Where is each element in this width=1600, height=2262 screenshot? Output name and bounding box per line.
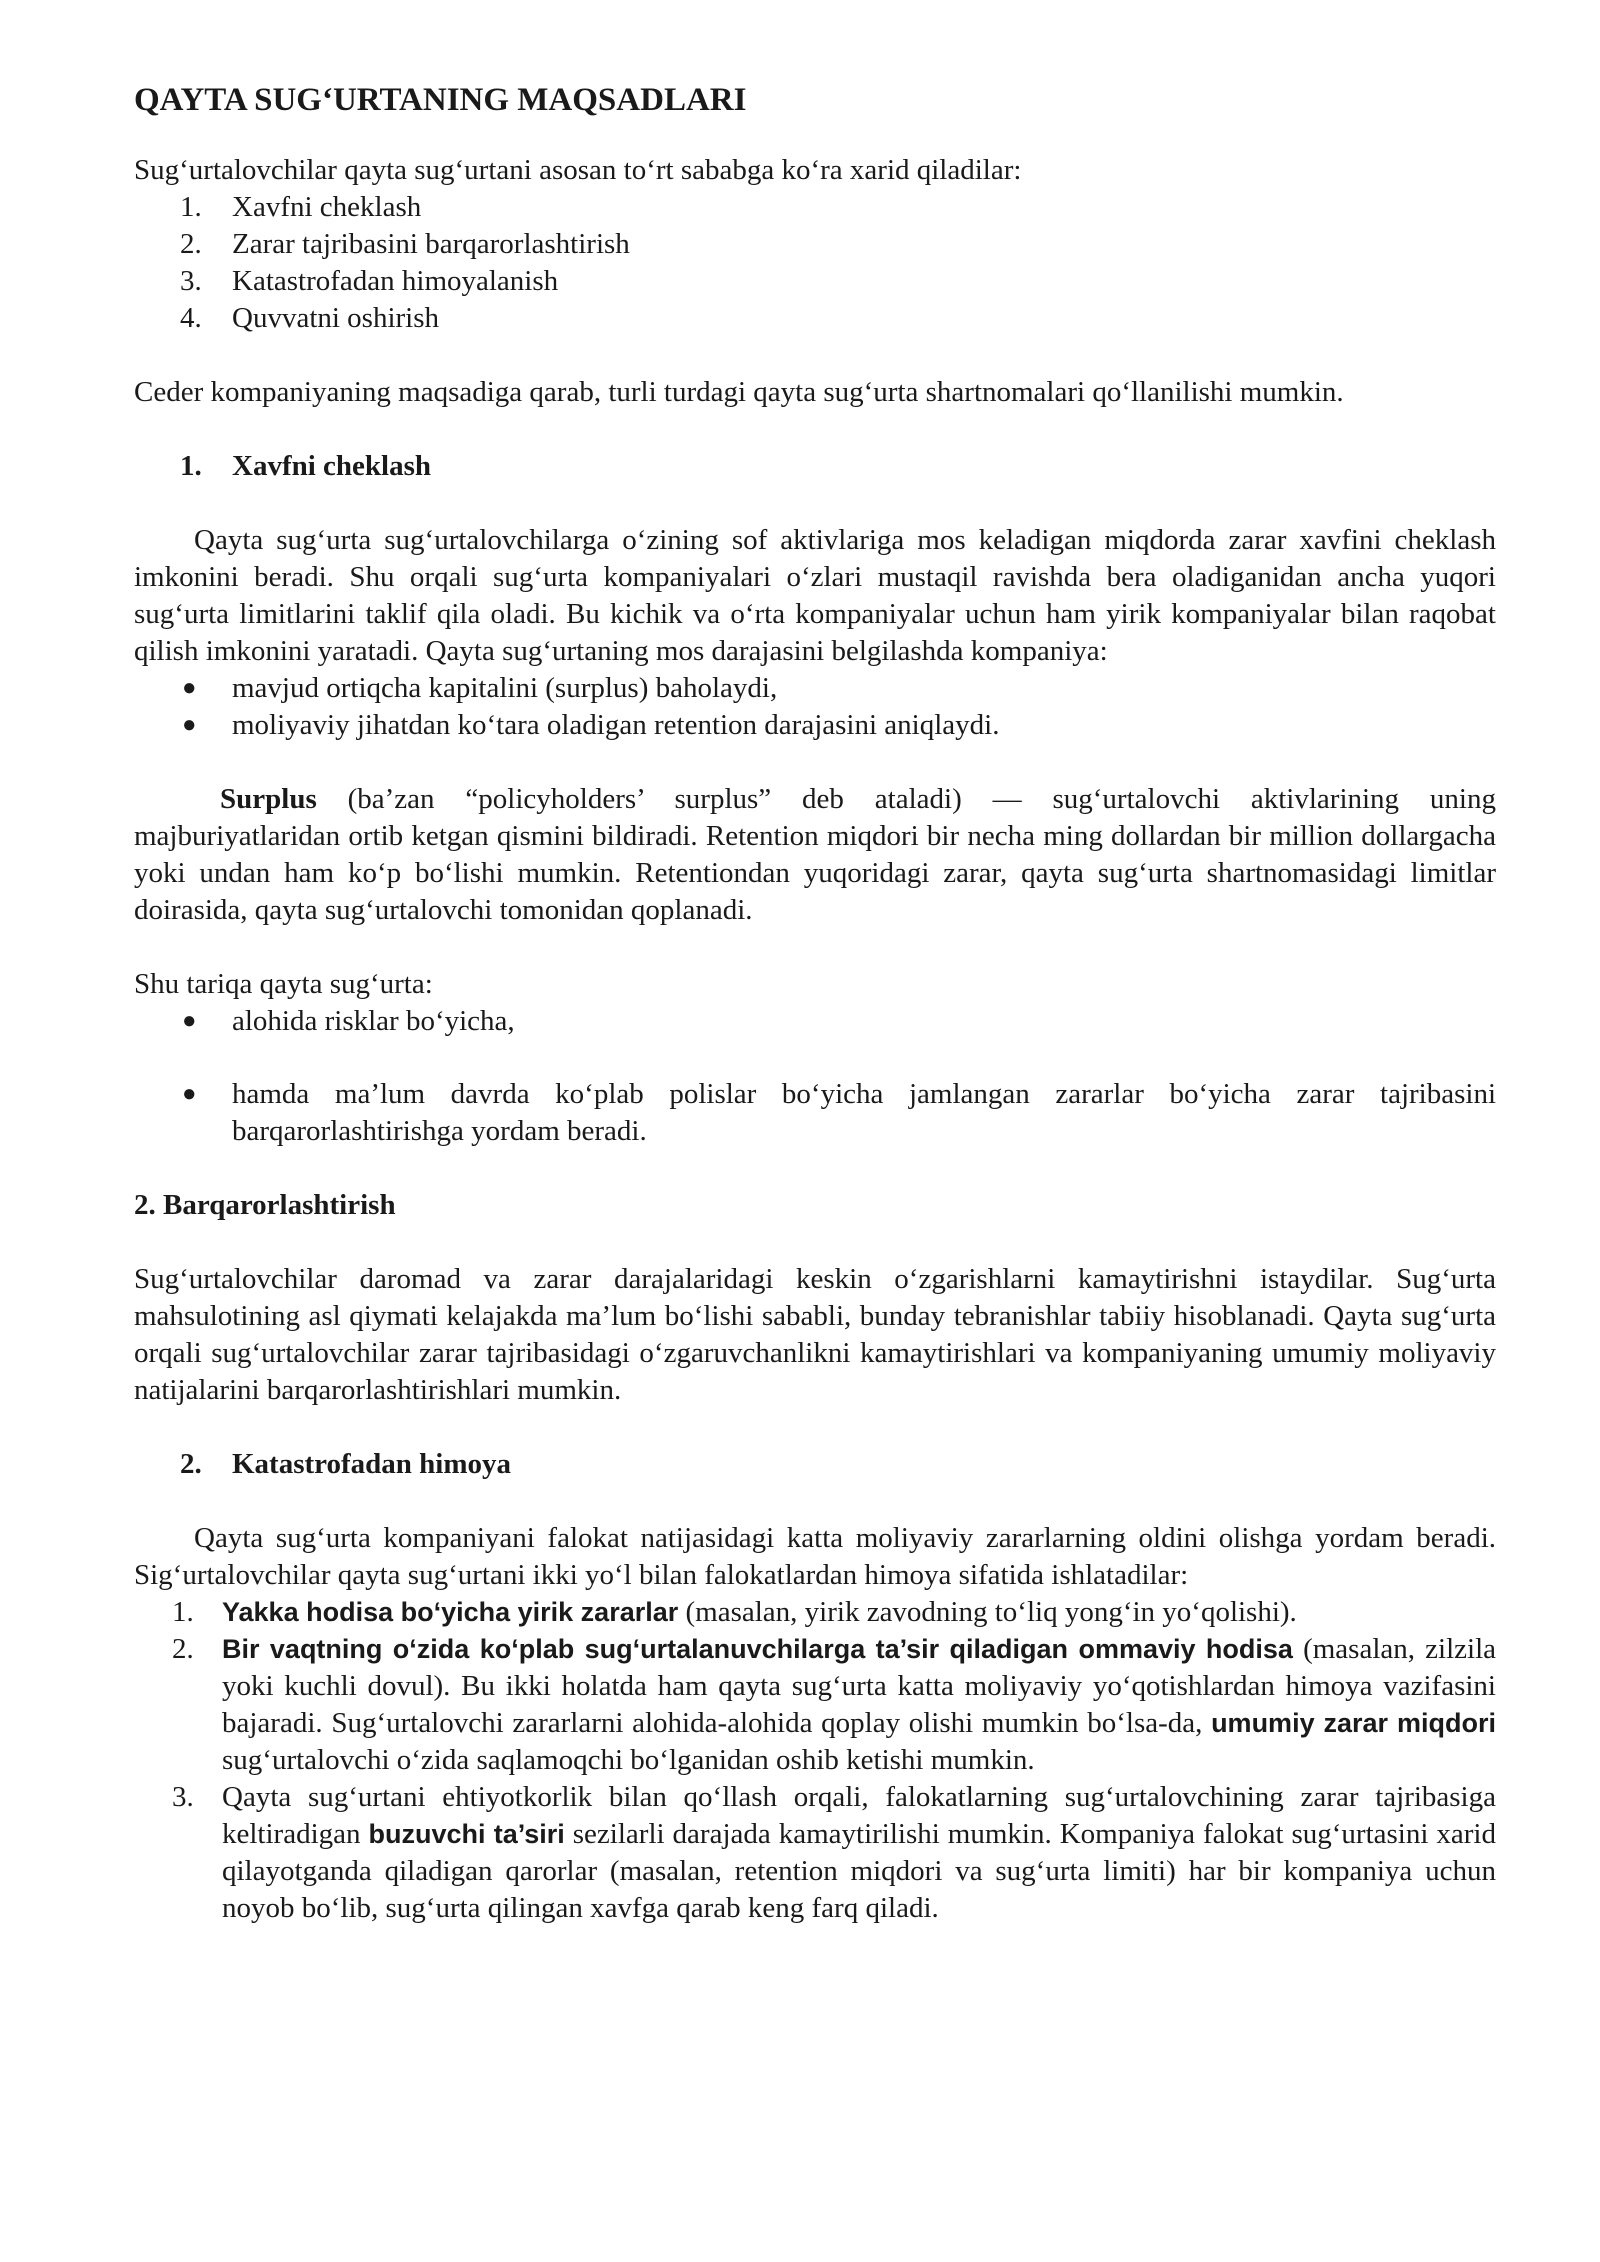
stabilization-paragraph: Sug‘urtalovchilar daromad va zarar darajalaridagi keskin o‘zgarishlarni kamaytirishni istaydilar. Sug‘urta mahsulotining asl qiymati kelajakda ma’lum bo‘lishi sababli, bunday tebranishlar tabiiy hisoblanadi. Qayta sug‘urta orqali sug‘urtalovchilar zarar tajribasidagi o‘zgaruvchanlikni kamaytirishlari va kompaniyaning umumiy moliyaviy natijalarini barqarorlashtirishlari mumkin. — [134, 1263, 1496, 1406]
list-item: 1. Xavfni cheklash — [180, 191, 422, 223]
reasons-list — [134, 189, 1496, 337]
bullet-icon: ● — [182, 1008, 197, 1034]
section-heading-risk-limit: 1. Xavfni cheklash — [180, 450, 432, 482]
page-title: QAYTA SUG‘URTANING MAQSADLARI — [134, 82, 747, 118]
thus-paragraph: Shu tariqa qayta sug‘urta: — [134, 968, 433, 1000]
bullet-icon: ● — [182, 675, 197, 701]
list-item: ● mavjud ortiqcha kapitalini (surplus) baholaydi, — [134, 670, 1496, 707]
surplus-paragraph: Surplus (ba’zan “policyholders’ surplus” deb ataladi) — sug‘urtalovchi aktivlarining uning majburiyatlaridan ortib ketgan qismini bildiradi. Retention miqdori bir necha ming dollardan bir million dollargacha yoki undan ham ko‘p bo‘lishi mumkin. Retentiondan yuqoridagi zarar, qayta sug‘urta shartnomasidagi limitlar doirasida, qayta sug‘urtalovchi tomonidan qoplanadi. — [134, 783, 1496, 926]
list-item: 3. Katastrofadan himoyalanish — [180, 265, 559, 297]
surplus-term: Surplus — [220, 783, 317, 815]
bullet-icon: ● — [182, 1081, 197, 1107]
list-item: 1. Yakka hodisa bo‘yicha yirik zararlar (masalan, yirik zavodning to‘liq yong‘in yo‘qolishi). — [172, 1596, 1297, 1628]
section-heading-catastrophe: 2. Katastrofadan himoya — [180, 1448, 512, 1480]
catastrophe-paragraph: Qayta sug‘urta kompaniyani falokat natijasidagi katta moliyaviy zararlarning oldini olishga yordam beradi. Sig‘urtalovchilar qayta sug‘urtani ikki yo‘l bilan falokatlardan himoya sifatida ishlatadilar: — [134, 1522, 1496, 1591]
list-item: 3. Qayta sug‘urtani ehtiyotkorlik bilan qo‘llash orqali, falokatlarning sug‘urtalovchining zarar tajribasiga keltiradigan buzuvchi ta’siri sezilarli darajada kamaytirilishi mumkin. Kompaniya falokat sug‘urtasini xarid qilayotganda qiladigan qarorlar (masalan, retention miqdori va sug‘urta limiti) har bir kompaniya uchun noyob bo‘lib, sug‘urta qilingan xavfga qarab keng farq qiladi. — [172, 1781, 1496, 1924]
intro-paragraph: Sug‘urtalovchilar qayta sug‘urtani asosan to‘rt sababga ko‘ra xarid qiladilar: — [134, 154, 1022, 186]
list-item: ● alohida risklar bo‘yicha, — [134, 1003, 1496, 1040]
list-item: ● moliyaviy jihatdan ko‘tara oladigan retention darajasini aniqlaydi. — [134, 707, 1496, 744]
list-item: ● hamda ma’lum davrda ko‘plab polislar bo‘yicha jamlangan zararlar bo‘yicha zarar tajribasini barqarorlashtirishga yordam beradi. — [182, 1078, 1496, 1147]
thus-bullets — [134, 1003, 1496, 1150]
list-item: 4. Quvvatni oshirish — [180, 302, 440, 334]
catastrophe-list — [134, 1594, 1496, 1927]
ceder-paragraph: Ceder kompaniyaning maqsadiga qarab, turli turdagi qayta sug‘urta shartnomalari qo‘llanilishi mumkin. — [134, 376, 1344, 408]
risk-limit-bullets — [134, 670, 1496, 744]
risk-limit-paragraph: Qayta sug‘urta sug‘urtalovchilarga o‘zining sof aktivlariga mos keladigan miqdorda zarar xavfini cheklash imkonini beradi. Shu orqali sug‘urta kompaniyalari o‘zlari mustaqil ravishda bera oladiganidan ancha yuqori sug‘urta limitlarini taklif qila oladi. Bu kichik va o‘rta kompaniyalar uchun ham yirik kompaniyalar bilan raqobat qilish imkonini yaratadi. Qayta sug‘urtaning mos darajasini belgilashda kompaniya: — [134, 524, 1496, 667]
list-item: 2. Zarar tajribasini barqarorlashtirish — [180, 228, 630, 260]
section-heading-stabilization: 2. Barqarorlashtirish — [134, 1189, 396, 1221]
list-item: 2. Bir vaqtning o‘zida ko‘plab sug‘urtalanuvchilarga ta’sir qiladigan ommaviy hodisa (masalan, zilzila yoki kuchli dovul). Bu ikki holatda ham qayta sug‘urta katta moliyaviy yo‘qotishlardan himoya vazifasini bajaradi. Sug‘urtalovchi zararlarni alohida-alohida qoplay olishi mumkin bo‘lsa-da, umumiy zarar miqdori sug‘urtalovchi o‘zida saqlamoqchi bo‘lganidan oshib ketishi mumkin. — [172, 1633, 1497, 1776]
bullet-icon: ● — [182, 712, 197, 738]
